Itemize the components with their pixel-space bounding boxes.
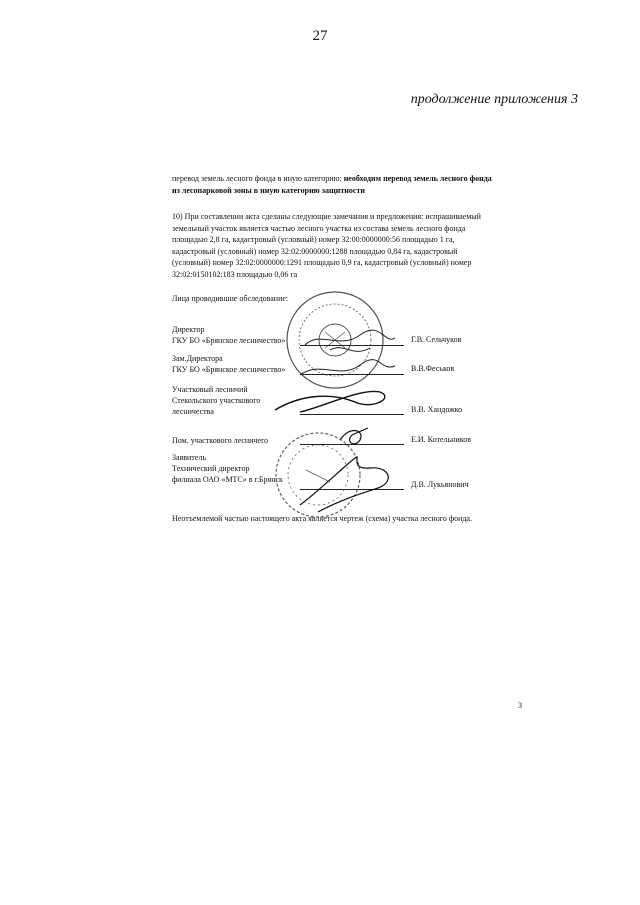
remarks-line: (условный) номер 32:02:0000000:1291 площадью 0,9 га, кадастровый (условный) номер — [172, 258, 472, 268]
remarks-line: земельный участок является частью лесного участка из состава земель лесного фонда — [172, 223, 466, 233]
director-role: Директор — [172, 325, 205, 334]
forester-area-suffix: лесничества — [172, 407, 214, 417]
forester-area: Стекольского участкового — [172, 396, 261, 406]
purpose-bold-line2: из лесопарковой зоны в иную категорию защитности — [172, 185, 365, 195]
remarks-line: 32:02:0150102:183 площадью 0,06 га — [172, 269, 298, 279]
applicant-title: Технический директор — [172, 464, 250, 474]
forester-name: В.В. Хандожко — [411, 405, 463, 414]
forester-role: Участковый лесничий — [172, 385, 248, 394]
inspectors-heading: Лица проводившие обследование: — [172, 294, 289, 303]
footer-note: Неотъемлемой частью настоящего акта является чертеж (схема) участка лесного фонда. — [172, 514, 472, 523]
applicant-name: Д.В. Лукьянович — [411, 480, 469, 489]
director-org: ГКУ БО «Брянское лесничество» — [172, 336, 286, 346]
applicant-org: филиала ОАО «МТС» в г.Брянск — [172, 475, 283, 485]
continuation-heading: продолжение приложения 3 — [410, 92, 578, 107]
signature-applicant-icon — [300, 457, 388, 512]
page-number-top: 27 — [312, 28, 328, 44]
purpose-prefix: перевод земель лесного фонда в иную категорию: — [172, 174, 342, 183]
deputy-org: ГКУ БО «Брянское лесничество» — [172, 365, 286, 375]
mts-seal-icon — [276, 433, 360, 517]
deputy-role: Зам.Директора — [172, 354, 223, 363]
deputy-name: В.В.Феськов — [411, 364, 455, 373]
applicant-label: Заявитель — [172, 453, 206, 462]
director-name: Г.В. Сельчуков — [411, 335, 462, 344]
page-number-bottom: 3 — [518, 701, 522, 710]
remarks-line: 10) При составлении акта сделаны следующие замечания и предложения: испрашиваемый — [172, 212, 481, 221]
signature-forester-icon — [275, 391, 385, 412]
signature-deputy-icon — [300, 360, 395, 375]
remarks-line: кадастровый (условный) номер 32:02:0000000:1288 площадью 0,84 га, кадастровый — [172, 246, 458, 256]
remarks-line: площадью 2,8 га, кадастровый (условный) номер 32:00:0000000:56 площадью 1 га, — [172, 235, 455, 245]
purpose-bold-line1: необходим перевод земель лесного фонда — [343, 174, 492, 183]
assistant-name: Е.И. Котельников — [411, 435, 472, 444]
assistant-role: Пом. участкового лесничего — [172, 436, 269, 445]
